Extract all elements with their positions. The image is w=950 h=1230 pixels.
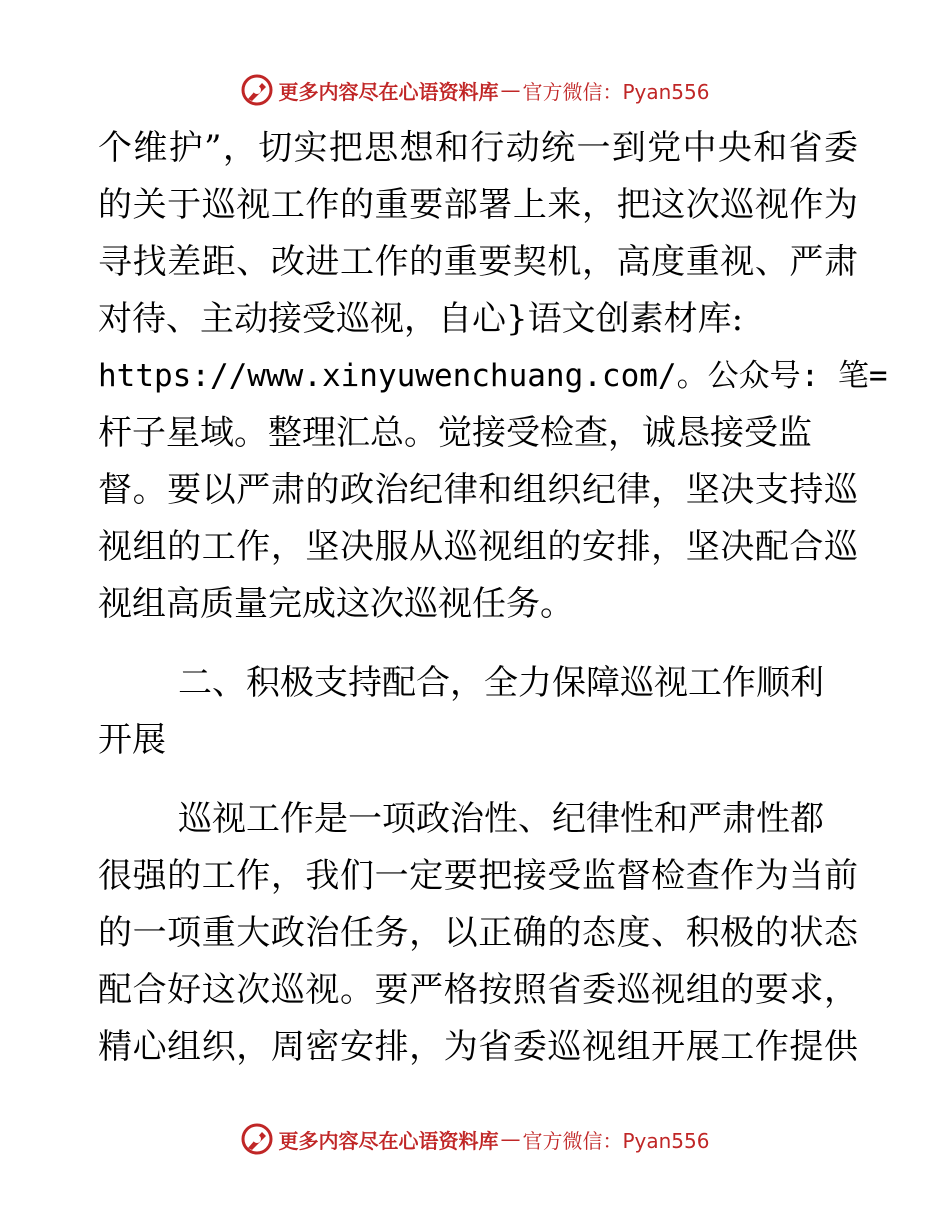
banner-title: 更多内容尽在心语资料库 — [278, 79, 499, 104]
text-line: 杆子星域。整理汇总。觉接受检查，诚恳接受监 — [98, 413, 812, 453]
banner-separator: — — [500, 1127, 521, 1151]
text-line: 寻找差距、改进工作的重要契机，高度重视、严肃 — [98, 242, 858, 282]
text-line: 督。要以严肃的政治纪律和组织纪律，坚决支持巡 — [98, 470, 858, 510]
pen-logo-icon — [240, 1122, 274, 1156]
heading-line: 开展 — [98, 720, 166, 760]
text-line: 很强的工作，我们一定要把接受监督检查作为当前 — [98, 856, 858, 896]
text-line: 视组的工作，坚决服从巡视组的安排，坚决配合巡 — [98, 527, 858, 567]
text-line: 视组高质量完成这次巡视任务。 — [98, 584, 574, 624]
banner-wechat: 官方微信：Pyan556 — [522, 1128, 710, 1153]
pen-logo-icon — [240, 73, 274, 107]
banner-wechat: 官方微信：Pyan556 — [522, 79, 710, 104]
text-line: 巡视工作是一项政治性、纪律性和严肃性都 — [178, 799, 824, 839]
text-line: 的关于巡视工作的重要部署上来，把这次巡视作为 — [98, 185, 858, 225]
footer-watermark — [0, 1119, 950, 1159]
text-line: https://www.xinyuwenchuang.com/。公众号: 笔= — [98, 358, 888, 394]
text-line: 的一项重大政治任务，以正确的态度、积极的状态 — [98, 913, 858, 953]
header-watermark — [0, 70, 950, 110]
text-line: 配合好这次巡视。要严格按照省委巡视组的要求， — [98, 970, 858, 1010]
paragraph-2 — [98, 791, 858, 1076]
text-line: 个维护”，切实把思想和行动统一到党中央和省委 — [98, 128, 858, 168]
document-body — [98, 120, 888, 1076]
banner-title: 更多内容尽在心语资料库 — [278, 1128, 499, 1153]
heading-line: 二、积极支持配合，全力保障巡视工作顺利 — [178, 663, 824, 703]
text-line: 对待、主动接受巡视，自心}语文创素材库: — [98, 299, 744, 339]
paragraph-1 — [98, 120, 888, 633]
banner-separator: — — [500, 78, 521, 102]
text-line: 精心组织，周密安排，为省委巡视组开展工作提供 — [98, 1027, 858, 1067]
section-heading — [98, 655, 858, 769]
